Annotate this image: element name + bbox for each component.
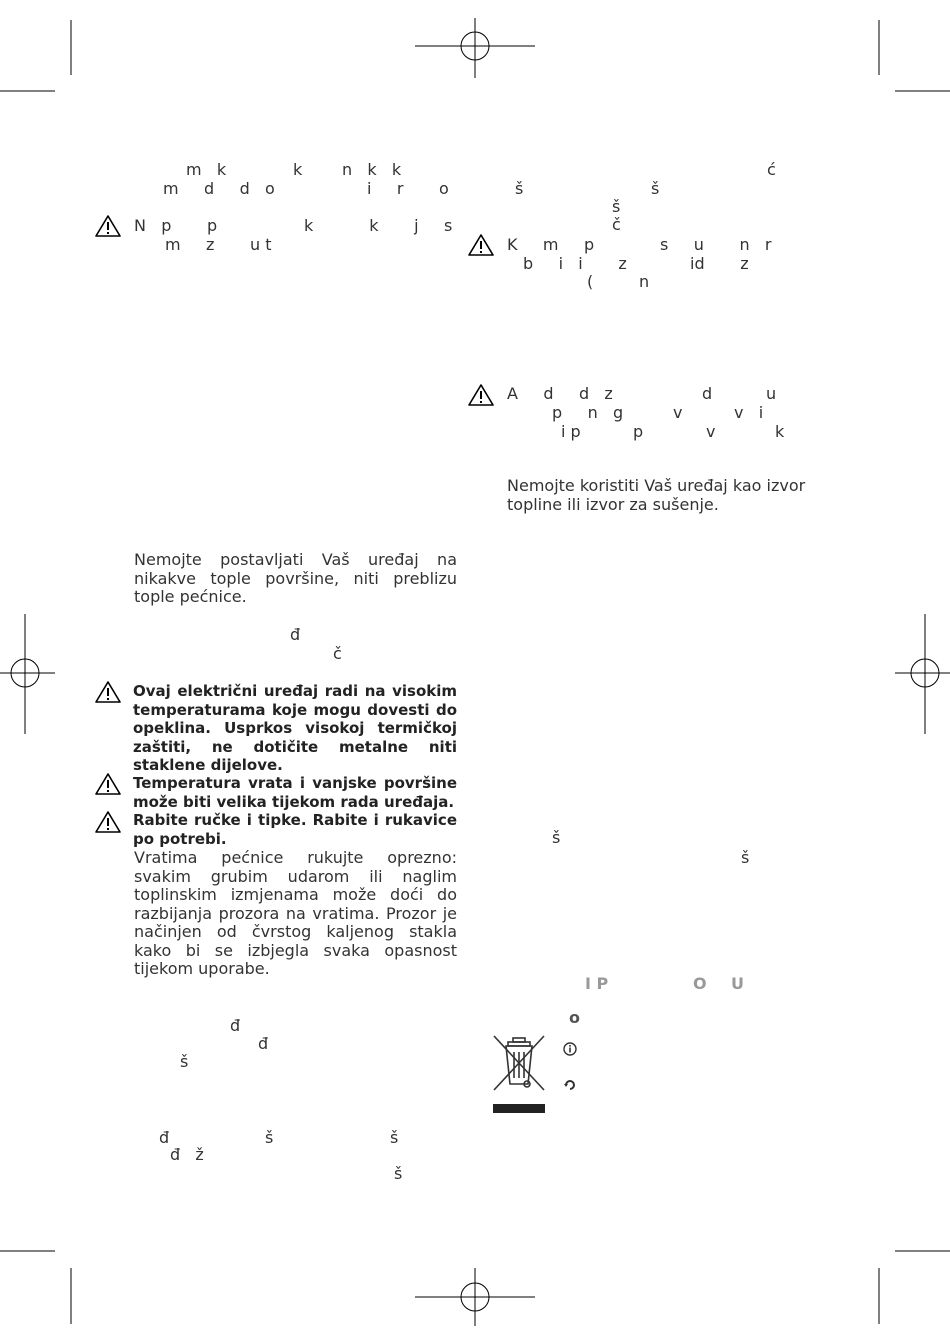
warning-text-fragment: i p xyxy=(561,422,581,441)
warning-icon xyxy=(468,233,494,257)
text-fragment: i r o xyxy=(367,179,449,198)
warning-high-temperature: Ovaj električni uređaj radi na visokim temperaturama koje mogu dovesti do opeklina. Usprkos visokoj termičkoj zaštiti, ne dotičite metalne niti staklene dijelove. xyxy=(133,682,457,774)
text-fragment: š xyxy=(741,848,750,867)
environment-heading-fragment: I P xyxy=(585,974,609,993)
text-fragment: š xyxy=(180,1052,189,1071)
warning-text-fragment: k xyxy=(775,422,785,441)
warning-text-fragment: u xyxy=(766,384,777,403)
text-fragment: đ ž xyxy=(170,1145,204,1164)
text-fragment: č xyxy=(612,215,621,234)
warning-text-fragment: k k j s xyxy=(304,216,453,235)
warning-icon xyxy=(468,383,494,407)
environment-text-fragment: o xyxy=(569,1008,580,1027)
text-fragment: š xyxy=(515,179,524,198)
warning-text-fragment: K m p xyxy=(507,235,595,254)
warning-text-fragment: p n g xyxy=(552,403,624,422)
paragraph-oven-door: Vratima pećnice rukujte oprezno: svakim grubim udarom ili naglim toplinskim izmjenama može doći do razbijanja prozora na vratima. Prozor je načinjen od čvrstog kaljenog stakla kako bi se izbjegla svaka opasnost tijekom uporabe. xyxy=(134,848,457,978)
info-icon xyxy=(563,1042,577,1056)
warning-text-fragment: b i i z xyxy=(523,254,627,273)
text-fragment: đ xyxy=(159,1128,170,1147)
warning-text-fragment: id z xyxy=(690,254,749,273)
warning-door-temperature: Temperatura vrata i vanjske površine može biti velika tijekom rada uređaja. xyxy=(133,774,457,811)
text-fragment: š xyxy=(651,179,660,198)
text-fragment: š xyxy=(552,828,561,847)
recycle-icon xyxy=(563,1078,577,1092)
text-fragment: k xyxy=(293,160,303,179)
text-fragment: đ xyxy=(290,625,301,644)
warning-text-fragment: ( n xyxy=(587,272,650,291)
text-fragment: m d d o xyxy=(163,179,275,198)
warning-icon xyxy=(95,772,121,796)
warning-text-fragment: p xyxy=(633,422,644,441)
warning-text-fragment: v xyxy=(673,403,683,422)
warning-icon xyxy=(95,214,121,238)
text-fragment: š xyxy=(265,1128,274,1147)
environment-heading-fragment: U xyxy=(731,974,744,993)
warning-text-fragment: A d d z xyxy=(507,384,613,403)
paragraph-hot-surfaces: Nemojte postavljati Vaš uređaj na nikakve tople površine, niti preblizu tople pećnice. xyxy=(134,550,457,606)
warning-text-fragment: s u n r xyxy=(660,235,772,254)
warning-icon xyxy=(95,680,121,704)
text-fragment: š xyxy=(394,1164,403,1183)
warning-text-fragment: v i xyxy=(734,403,764,422)
text-fragment: č xyxy=(333,644,342,663)
text-fragment: m k xyxy=(186,160,227,179)
warning-text-fragment: N p p xyxy=(134,216,218,235)
text-fragment: š xyxy=(390,1128,399,1147)
text-fragment: đ xyxy=(230,1016,241,1035)
text-fragment: đ xyxy=(258,1034,269,1053)
warning-icon xyxy=(95,810,121,834)
text-fragment: š xyxy=(612,197,621,216)
paragraph-heat-source: Nemojte koristiti Vaš uređaj kao izvor topline ili izvor za sušenje. xyxy=(507,476,806,514)
text-fragment: n k k xyxy=(342,160,402,179)
warning-text-fragment: v xyxy=(706,422,716,441)
weee-bin-icon xyxy=(492,1034,546,1114)
warning-handles-gloves: Rabite ručke i tipke. Rabite i rukavice po potrebi. xyxy=(133,811,457,848)
warning-text-fragment: d xyxy=(702,384,713,403)
warning-text-fragment: m z u t xyxy=(165,235,272,254)
environment-heading-fragment: O xyxy=(693,974,707,993)
text-fragment: ć xyxy=(767,160,776,179)
